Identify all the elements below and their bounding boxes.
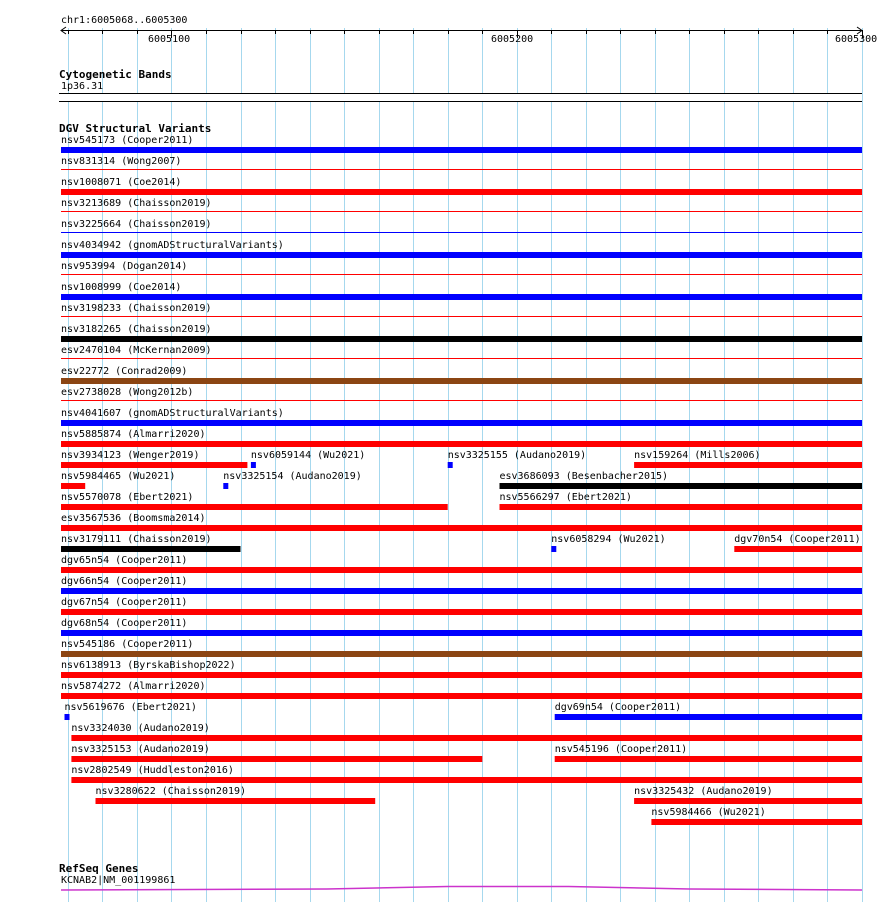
refseq-track-title[interactable]: RefSeq Genes [59,862,139,875]
variant-label[interactable]: nsv545173 (Cooper2011) [61,135,194,146]
variant-label[interactable]: dgv68n54 (Cooper2011) [61,618,188,629]
variant-label[interactable]: dgv70n54 (Cooper2011) [734,534,861,545]
variant-label[interactable]: nsv4034942 (gnomADStructuralVariants) [61,240,284,251]
refseq-gene-line[interactable] [61,887,862,891]
variant-label[interactable]: esv3567536 (Boomsma2014) [61,513,206,524]
variant-label[interactable]: nsv3280622 (Chaisson2019) [95,786,247,797]
cytoband-label[interactable]: 1p36.31 [61,81,104,92]
variant-label[interactable]: nsv3324030 (Audano2019) [71,723,210,734]
variant-label[interactable]: nsv4041607 (gnomADStructuralVariants) [61,408,284,419]
ruler-range-label: chr1:6005068..6005300 [61,15,188,26]
variant-label[interactable]: nsv831314 (Wong2007) [61,156,182,167]
variant-label[interactable]: nsv5984466 (Wu2021) [651,807,766,818]
variant-label[interactable]: nsv6059144 (Wu2021) [250,450,366,461]
variant-label[interactable]: nsv159264 (Mills2006) [634,450,761,461]
variant-label[interactable]: esv3686093 (Besenbacher2015) [499,471,669,482]
variant-label[interactable]: nsv3325432 (Audano2019) [634,786,773,797]
dgv-track-title[interactable]: DGV Structural Variants [59,122,212,135]
variant-label[interactable]: nsv5874272 (Almarri2020) [61,681,206,692]
variant-label[interactable]: nsv3934123 (Wenger2019) [61,450,200,461]
variant-label[interactable]: nsv5984465 (Wu2021) [61,471,176,482]
variant-label[interactable]: nsv1008071 (Coe2014) [61,177,182,188]
variant-label[interactable]: nsv953994 (Dogan2014) [61,261,188,272]
variant-label[interactable]: nsv6058294 (Wu2021) [551,534,666,545]
variant-label[interactable]: dgv67n54 (Cooper2011) [61,597,188,608]
variant-label[interactable]: nsv1008999 (Coe2014) [61,282,182,293]
variant-label[interactable]: nsv5566297 (Ebert2021) [499,492,632,503]
variant-label[interactable]: nsv5619676 (Ebert2021) [64,702,197,713]
variant-label[interactable]: nsv3213689 (Chaisson2019) [61,198,212,209]
variant-label[interactable]: esv2738028 (Wong2012b) [61,387,194,398]
ruler-tick-label-1: 6005100 [148,34,191,45]
variant-label[interactable]: dgv66n54 (Cooper2011) [61,576,188,587]
variant-label[interactable]: nsv3325155 (Audano2019) [447,450,587,461]
variant-label[interactable]: nsv5885874 (Almarri2020) [61,429,206,440]
variant-label[interactable]: nsv545196 (Cooper2011) [554,744,688,755]
variant-label[interactable]: nsv3225664 (Chaisson2019) [61,219,212,230]
ruler-tick-label-2: 6005200 [491,34,534,45]
variant-label[interactable]: nsv3198233 (Chaisson2019) [61,303,212,314]
variant-label[interactable]: dgv69n54 (Cooper2011) [554,702,682,713]
variant-label[interactable]: dgv65n54 (Cooper2011) [61,555,188,566]
variant-label[interactable]: nsv3179111 (Chaisson2019) [61,534,212,545]
variant-label[interactable]: nsv3182265 (Chaisson2019) [61,324,212,335]
variant-label[interactable]: nsv5570078 (Ebert2021) [61,492,194,503]
variant-label[interactable]: nsv3325153 (Audano2019) [71,744,210,755]
variant-label[interactable]: nsv3325154 (Audano2019) [223,471,362,482]
cytoband-track-title[interactable]: Cytogenetic Bands [59,68,172,81]
variant-label[interactable]: esv2470104 (McKernan2009) [61,345,212,356]
variant-label[interactable]: nsv2802549 (Huddleston2016) [71,765,234,776]
variant-label[interactable]: nsv545186 (Cooper2011) [61,639,194,650]
variant-label[interactable]: nsv6138913 (ByrskaBishop2022) [61,660,236,671]
variant-label[interactable]: esv22772 (Conrad2009) [61,366,188,377]
ruler-tick-label-3: 6005300 [835,34,878,45]
refseq-gene-label[interactable]: KCNAB2|NM_001199861 [61,875,176,886]
